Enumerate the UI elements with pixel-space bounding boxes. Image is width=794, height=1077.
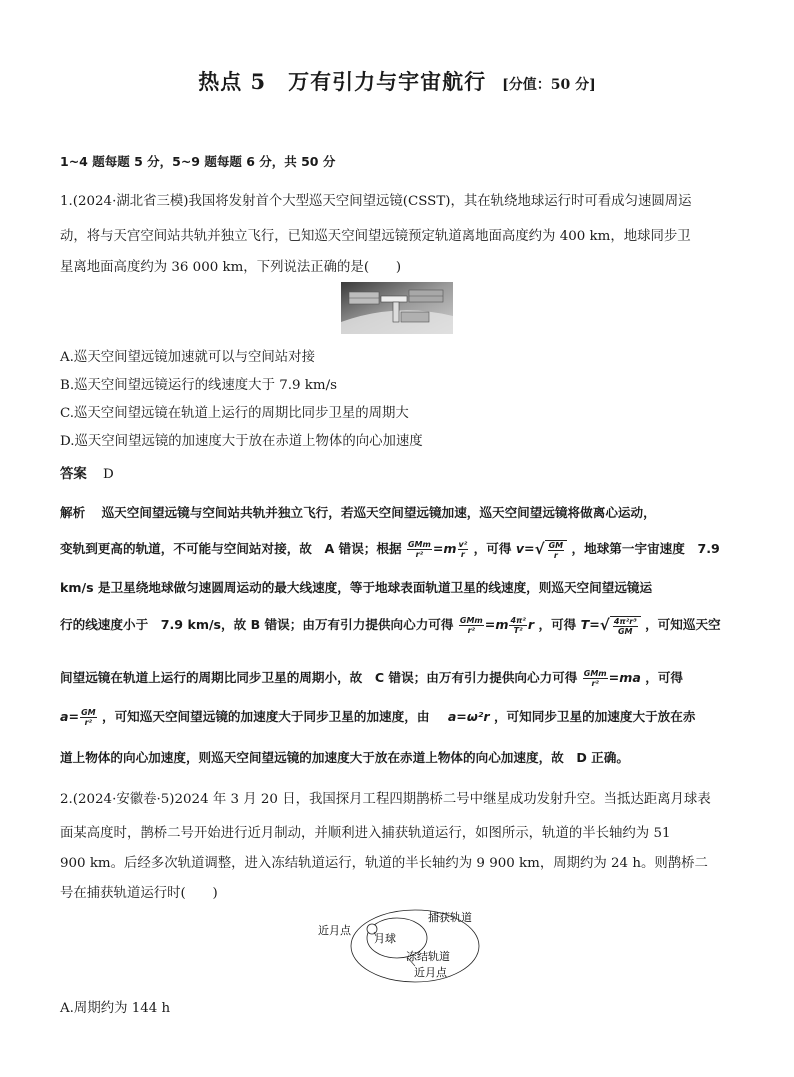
formula-sqrt-gm-r (535, 540, 568, 560)
frac-num: GMm (583, 669, 607, 678)
space-station-photo (341, 282, 453, 334)
frac-den: r (553, 550, 558, 560)
moon-label: 月球 (374, 932, 396, 945)
analysis-line-4 (60, 614, 721, 636)
near-point-left-label: 近月点 (318, 924, 351, 937)
formula-a-eq: a= (60, 709, 80, 724)
near-point-bottom-label: 近月点 (414, 966, 447, 979)
q2-line-3: 900 km。后经多次轨道调整，进入冻结轨道运行，轨道的半长轴约为 9 900 km，周期约为 24 h。则鹊桥二 (60, 856, 708, 871)
analysis-line-3: km/s 是卫星绕地球做匀速圆周运动的最大线速度，等于地球表面轨道卫星的线速度，则巡天空间望远镜运 (60, 580, 653, 595)
analysis-line-1 (60, 502, 656, 521)
frac-den: r² (591, 679, 599, 688)
analysis-text-2c: ，地球第一宇宙速度 7.9 (571, 541, 720, 556)
page-title: 热点 5 万有引力与宇宙航行 (198, 69, 487, 94)
score-label: [分值：50 分] (502, 77, 596, 93)
frac-num: 4π²r³ (613, 616, 637, 626)
analysis-text-4c: ，可知巡天空 (645, 617, 721, 632)
analysis-label: 解析 (60, 505, 86, 520)
radical-sign: √ (534, 540, 545, 558)
q1-line-2: 动，将与天宫空间站共轨并独立飞行，已知巡天空间望远镜预定轨道离地面高度约为 400 km，地球同步卫 (60, 229, 691, 244)
radical-sign: √ (599, 616, 610, 634)
analysis-line-2 (60, 538, 720, 560)
q2-option-a: A.周期约为 144 h (60, 1001, 171, 1016)
intro-text: 1~4 题每题 5 分，5~9 题每题 6 分，共 50 分 (60, 154, 336, 169)
formula-gmm-r2-b (459, 616, 484, 635)
frac-den: r² (467, 626, 476, 635)
analysis-line-6 (60, 706, 695, 727)
q2-line-2: 面某高度时，鹊桥二号开始进行近月制动，并顺利进入捕获轨道运行，如图所示，轨道的半长轴约为 51 (60, 826, 671, 841)
formula-eq-m: =m (432, 541, 457, 556)
frac-den: r² (84, 718, 93, 727)
frac-num: v² (458, 540, 468, 549)
radicand (545, 540, 568, 560)
analysis-text-2b: ，可得 (473, 541, 512, 556)
frac-num: GMm (459, 616, 483, 625)
formula-t-eq: T= (580, 617, 600, 632)
analysis-text-1: 巡天空间望远镜与空间站共轨并独立飞行，若巡天空间望远镜加速，巡天空间望远镜将做离心运动， (101, 505, 656, 520)
formula-gm-r2 (80, 708, 97, 727)
formula-sqrt-period (600, 616, 641, 636)
analysis-text-5b: ，可得 (645, 670, 684, 685)
frac-num: GM (81, 708, 96, 717)
q2-line-4: 号在捕获轨道运行时( ) (60, 886, 218, 901)
analysis-line-5 (60, 667, 683, 688)
answer-label: 答案 (60, 467, 87, 482)
formula-eq-ma: =ma (608, 670, 641, 685)
q2-line-1: 2.(2024·安徽卷·5)2024 年 3 月 20 日，我国探月工程四期鹊桥二号中继星成功发射升空。当抵达距离月球表 (60, 792, 711, 807)
analysis-text-4a: 行的线速度小于 7.9 km/s，故 B 错误；由万有引力提供向心力可得 (60, 617, 454, 632)
q1-option-b: B.巡天空间望远镜运行的线速度大于 7.9 km/s (60, 378, 337, 393)
q1-option-c: C.巡天空间望远镜在轨道上运行的周期比同步卫星的周期大 (60, 406, 409, 421)
q1-option-d: D.巡天空间望远镜的加速度大于放在赤道上物体的向心加速度 (60, 434, 423, 449)
formula-a-omega: a=ω²r (447, 709, 490, 724)
capture-orbit-label: 捕获轨道 (428, 911, 472, 924)
formula-gmm-r2-c (583, 669, 608, 688)
analysis-text-5a: 间望远镜在轨道上运行的周期比同步卫星的周期小，故 C 错误；由万有引力提供向心力可得 (60, 670, 578, 685)
answer-value: D (103, 467, 114, 482)
frac-num: GM (548, 540, 564, 550)
q1-line-1: 1.(2024·湖北省三模)我国将发射首个大型巡天空间望远镜(CSST)，其在轨绕地球运行时可看成匀速圆周运 (60, 194, 692, 209)
frozen-orbit-label: 冻结轨道 (406, 950, 450, 963)
q1-line-3: 星离地面高度约为 36 000 km，下列说法正确的是( ) (60, 260, 402, 275)
formula-gmm-r2 (407, 540, 432, 559)
frac-den: r (460, 550, 465, 559)
analysis-text-4b: ，可得 (538, 617, 577, 632)
q1-option-a: A.巡天空间望远镜加速就可以与空间站对接 (60, 350, 315, 365)
q1-answer (60, 463, 114, 482)
formula-r: r (527, 617, 535, 632)
title-row (0, 66, 794, 96)
analysis-text-2a: 变轨到更高的轨道，不可能与空间站对接，故 A 错误；根据 (60, 541, 402, 556)
formula-eq-m: =m (484, 617, 509, 632)
formula-4pi2-t2 (509, 616, 526, 635)
analysis-line-7: 道上物体的向心加速度，则巡天空间望远镜的加速度大于放在赤道上物体的向心加速度，故 D 正确。 (60, 750, 629, 765)
frac-den: T² (513, 626, 523, 635)
frac-num: GMm (407, 540, 431, 549)
orbit-diagram (312, 906, 482, 986)
frac-den: GM (617, 626, 633, 636)
formula-v-eq: v= (515, 541, 535, 556)
analysis-text-6b: ，可知同步卫星的加速度大于放在赤 (493, 709, 696, 724)
analysis-text-6a: ，可知巡天空间望远镜的加速度大于同步卫星的加速度，由 (101, 709, 430, 724)
frac-num: 4π² (510, 616, 526, 625)
formula-v2-r (458, 540, 469, 559)
radicand (610, 616, 641, 636)
frac-den: r² (415, 550, 424, 559)
